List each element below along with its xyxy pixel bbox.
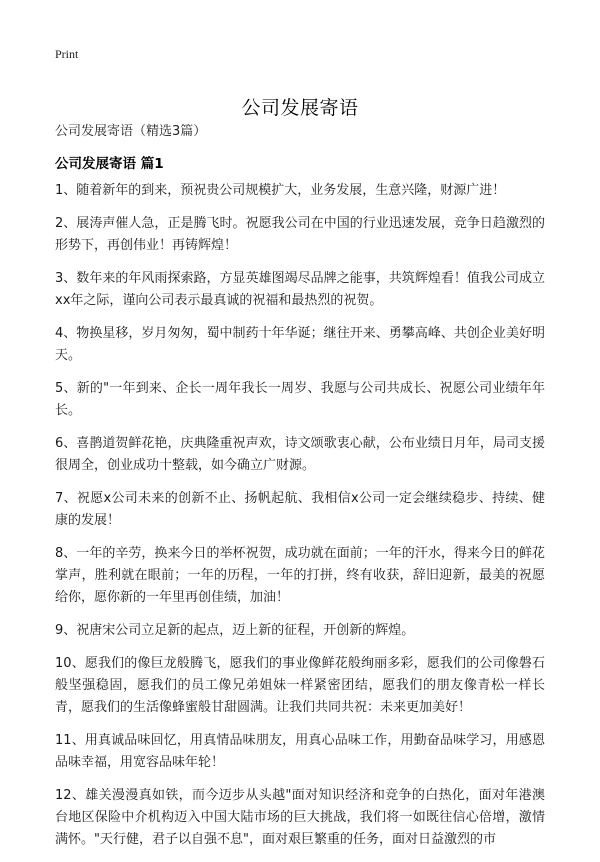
list-item: 6、喜鹊道贺鲜花艳，庆典隆重祝声欢，诗文颂歌衷心献，公布业绩日月年，局司支援很周全，创业成功十整载，如今确立广财源。 xyxy=(55,436,545,473)
list-item: 12、雄关漫漫真如铁，而今迈步从头越"面对知识经济和竞争的白热化，面对年港澳台地区保险中介机构迈入中国大陆市场的巨大挑战，我们将一如既往信心倍增，激情满怀。"天行健，君子以自强不息"，面对艰巨繁重的任务，面对日益激烈的市 xyxy=(55,788,545,847)
list-item: 10、愿我们的像巨龙般腾飞，愿我们的事业像鲜花般绚丽多彩，愿我们的公司像磐石般坚强稳固，愿我们的员工像兄弟姐妹一样紧密团结，愿我们的朋友像青松一样长青，愿我们的生活像蜂蜜般甘甜圆满。让我们共同共祝：未来更加美好！ xyxy=(55,656,545,715)
document-subtitle: 公司发展寄语（精选3篇） xyxy=(55,124,207,139)
list-item: 4、物换星移，岁月匆匆，蜀中制药十年华诞；继往开来、勇攀高峰、共创企业美好明天。 xyxy=(55,326,545,363)
page-title: 公司发展寄语 xyxy=(241,96,359,119)
wish-list xyxy=(55,180,545,862)
list-item: 5、新的"一年到来、企长一周年我长一周岁、我愿与公司共成长、祝愿公司业绩年年长。 xyxy=(55,381,545,418)
list-item: 7、祝愿x公司未来的创新不止、扬帆起航、我相信x公司一定会继续稳步、持续、健康的发展！ xyxy=(55,491,545,528)
list-item: 8、一年的辛劳，换来今日的举杯祝贺，成功就在面前；一年的汗水，得来今日的鲜花掌声，胜利就在眼前；一年的历程，一年的打拼，终有收获，辞旧迎新，最美的祝愿给你，愿你新的一年里再创佳绩，加油！ xyxy=(55,546,545,605)
list-item: 11、用真诚品味回忆，用真情品味朋友，用真心品味工作，用勤奋品味学习，用感恩品味幸福，用宽容品味年轮！ xyxy=(55,733,545,770)
list-item: 2、展涛声催人急，正是腾飞时。祝愿我公司在中国的行业迅速发展，竞争日趋激烈的形势下，再创伟业！再铸辉煌！ xyxy=(55,216,545,253)
list-item: 9、祝唐宋公司立足新的起点，迈上新的征程，开创新的辉煌。 xyxy=(55,623,415,638)
list-item: 1、随着新年的到来，预祝贵公司规模扩大，业务发展，生意兴隆，财源广进！ xyxy=(55,183,506,198)
section-heading: 公司发展寄语 篇1 xyxy=(55,156,164,172)
print-link[interactable]: Print xyxy=(55,47,79,61)
list-item: 3、数年来的年风雨探索路，方显英雄图竭尽品牌之能事，共筑辉煌看！值我公司成立xx年之际，谨向公司表示最真诚的祝福和最热烈的祝贺。 xyxy=(55,271,545,308)
